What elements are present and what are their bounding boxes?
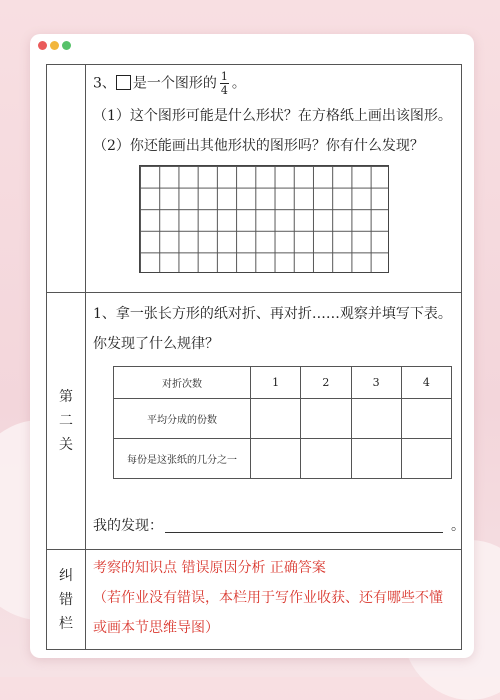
table-input-cell[interactable] bbox=[401, 399, 451, 439]
table-input-cell[interactable] bbox=[301, 439, 351, 479]
section-divider bbox=[47, 549, 461, 550]
side-char: 纠 bbox=[59, 567, 73, 584]
correction-line-3: 或画本节思维导图） bbox=[93, 620, 219, 636]
fraction-one-quarter bbox=[220, 71, 229, 96]
correction-line-1: 考察的知识点 错误原因分析 正确答案 bbox=[93, 560, 326, 576]
worksheet-card bbox=[30, 34, 474, 658]
question-text: 是一个图形的 bbox=[132, 75, 217, 92]
square-shape-icon bbox=[116, 75, 131, 90]
question-end: 。 bbox=[231, 75, 246, 92]
table-input-cell[interactable] bbox=[301, 399, 351, 439]
close-dot-icon[interactable] bbox=[38, 41, 47, 50]
question-number: 3、 bbox=[93, 75, 116, 92]
table-header-row bbox=[114, 367, 452, 399]
side-char: 二 bbox=[59, 412, 73, 429]
correction-label bbox=[47, 549, 85, 650]
question-3-part-2: （2）你还能画出其他形状的图形吗？你有什么发现？ bbox=[93, 138, 424, 154]
square-grid-paper[interactable] bbox=[139, 165, 389, 273]
level-two-label bbox=[47, 292, 85, 549]
question-1-line-1: 1、拿一张长方形的纸对折、再对折……观察并填写下表。 bbox=[93, 306, 452, 322]
table-row-label: 平均分成的份数 bbox=[114, 399, 251, 439]
finding-label: 我的发现： bbox=[93, 518, 163, 534]
correction-line-2: （若作业没有错误，本栏用于写作业收获、还有哪些不懂 bbox=[93, 590, 443, 606]
finding-line bbox=[93, 515, 465, 535]
fraction-denominator: 4 bbox=[220, 84, 228, 97]
question-3-part-1: （1）这个图形可能是什么形状？在方格纸上画出该图形。 bbox=[93, 108, 452, 124]
table-input-cell[interactable] bbox=[351, 399, 401, 439]
finding-blank[interactable] bbox=[165, 518, 443, 533]
table-header-cell: 3 bbox=[351, 367, 401, 399]
window-controls bbox=[38, 41, 71, 50]
minimize-dot-icon[interactable] bbox=[50, 41, 59, 50]
table-row bbox=[114, 399, 452, 439]
table-header-label: 对折次数 bbox=[114, 367, 251, 399]
table-row bbox=[114, 439, 452, 479]
section-divider bbox=[47, 292, 461, 293]
table-header-cell: 2 bbox=[301, 367, 351, 399]
table-row-label: 每份是这张纸的几分之一 bbox=[114, 439, 251, 479]
folding-table bbox=[113, 366, 452, 479]
table-input-cell[interactable] bbox=[251, 439, 301, 479]
table-input-cell[interactable] bbox=[251, 399, 301, 439]
table-header-cell: 4 bbox=[401, 367, 451, 399]
side-char: 第 bbox=[59, 388, 73, 405]
fraction-numerator: 1 bbox=[220, 70, 228, 83]
table-input-cell[interactable] bbox=[401, 439, 451, 479]
side-char: 错 bbox=[59, 591, 73, 608]
side-char: 关 bbox=[59, 436, 73, 453]
table-header-cell: 1 bbox=[251, 367, 301, 399]
worksheet-sheet bbox=[46, 64, 465, 650]
question-3-stem bbox=[93, 71, 246, 96]
table-input-cell[interactable] bbox=[351, 439, 401, 479]
side-char: 栏 bbox=[59, 615, 73, 632]
column-divider bbox=[85, 65, 86, 649]
question-1-line-2: 你发现了什么规律？ bbox=[93, 336, 219, 352]
finding-end: 。 bbox=[451, 518, 465, 534]
maximize-dot-icon[interactable] bbox=[62, 41, 71, 50]
